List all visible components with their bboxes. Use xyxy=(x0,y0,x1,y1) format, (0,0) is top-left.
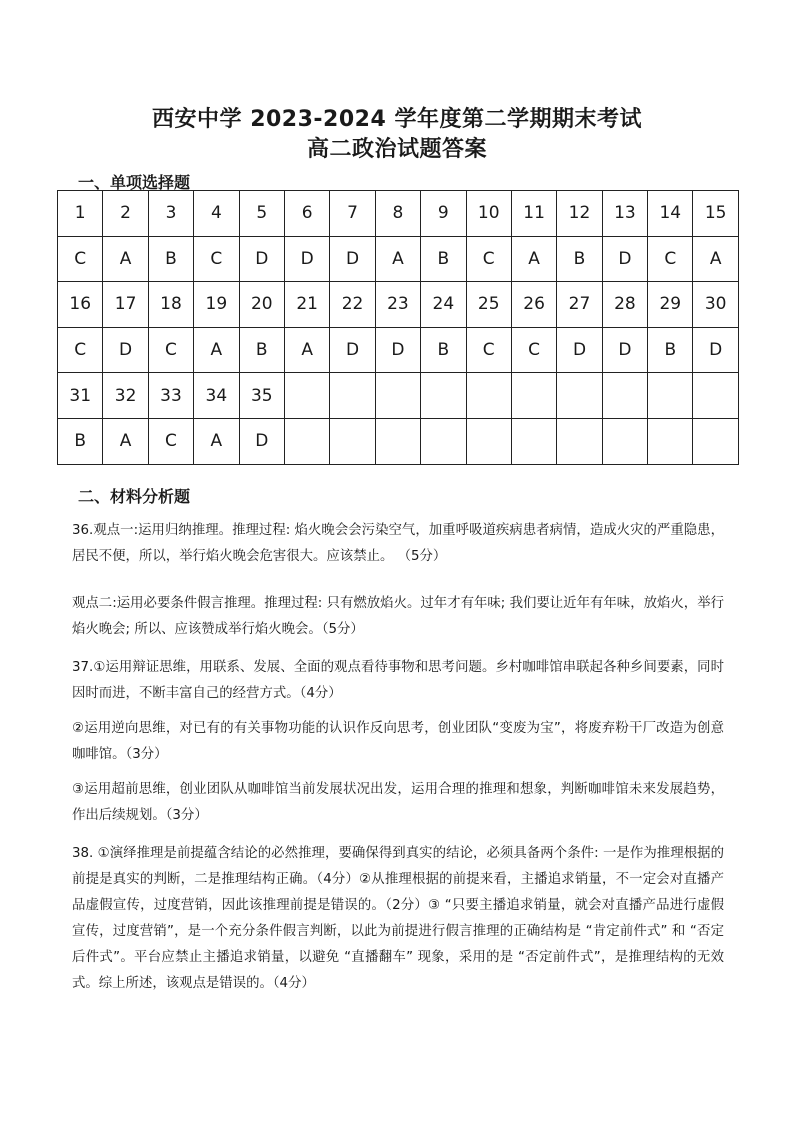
answer-cell: D xyxy=(330,327,375,373)
question-number-cell: 26 xyxy=(511,282,556,328)
answer-row xyxy=(58,327,739,373)
answer-cell: C xyxy=(58,327,103,373)
question-number-cell: 16 xyxy=(58,282,103,328)
question-number-cell: 10 xyxy=(466,191,511,237)
question-number-cell: 15 xyxy=(693,191,738,237)
question-number-cell: 33 xyxy=(148,373,193,419)
question-number-cell: 28 xyxy=(602,282,647,328)
question-number-cell: 32 xyxy=(103,373,148,419)
question-number-cell: 19 xyxy=(194,282,239,328)
section-heading-material-analysis: 二、材料分析题 xyxy=(78,487,191,506)
question-number-cell xyxy=(284,373,329,419)
answer-cell: D xyxy=(284,236,329,282)
question-number-cell: 20 xyxy=(239,282,284,328)
answer-cell: A xyxy=(103,418,148,464)
answer-cell: D xyxy=(375,327,420,373)
answer-cell: C xyxy=(194,236,239,282)
answer-cell xyxy=(511,418,556,464)
answer-cell: D xyxy=(103,327,148,373)
question-number-cell: 14 xyxy=(648,191,693,237)
question-number-cell: 5 xyxy=(239,191,284,237)
question-number-cell: 6 xyxy=(284,191,329,237)
answer-cell: C xyxy=(148,327,193,373)
answer-row xyxy=(58,236,739,282)
question-number-cell: 1 xyxy=(58,191,103,237)
question-number-cell xyxy=(693,373,738,419)
answer-cell: B xyxy=(421,236,466,282)
question-number-cell xyxy=(421,373,466,419)
answer-cell: B xyxy=(421,327,466,373)
question-number-cell xyxy=(375,373,420,419)
answer-cell: A xyxy=(375,236,420,282)
exam-title: 西安中学 2023-2024 学年度第二学期期末考试 xyxy=(152,107,642,132)
answer-cell xyxy=(284,418,329,464)
answer-cell: A xyxy=(511,236,556,282)
question-number-row xyxy=(58,191,739,237)
answer-cell: C xyxy=(58,236,103,282)
answer-cell: D xyxy=(602,327,647,373)
question-number-row xyxy=(58,373,739,419)
question-number-cell: 4 xyxy=(194,191,239,237)
answer-paragraph: 37.①运用辩证思维，用联系、发展、全面的观点看待事物和思考问题。乡村咖啡馆串联起各种乡间要素，同时因时而进，不断丰富自己的经营方式。（4分） xyxy=(72,660,724,701)
answer-cell xyxy=(421,418,466,464)
question-number-cell: 13 xyxy=(602,191,647,237)
question-number-cell: 18 xyxy=(148,282,193,328)
question-number-cell xyxy=(648,373,693,419)
answer-cell: A xyxy=(284,327,329,373)
answer-cell xyxy=(466,418,511,464)
answer-paragraph: ③运用超前思维，创业团队从咖啡馆当前发展状况出发，运用合理的推理和想象，判断咖啡馆未来发展趋势，作出后续规划。（3分） xyxy=(72,782,724,823)
answer-cell: C xyxy=(511,327,556,373)
question-number-cell xyxy=(511,373,556,419)
question-number-cell: 31 xyxy=(58,373,103,419)
answer-cell: B xyxy=(648,327,693,373)
question-number-cell: 29 xyxy=(648,282,693,328)
answer-cell xyxy=(557,418,602,464)
answer-paragraph: 观点二:运用必要条件假言推理。推理过程: 只有燃放焰火。过年才有年味; 我们要让近年有年味，放焰火，举行焰火晚会; 所以、应该赞成举行焰火晚会。（5分） xyxy=(72,596,724,637)
question-number-cell: 17 xyxy=(103,282,148,328)
answer-cell: D xyxy=(239,236,284,282)
exam-subtitle: 高二政治试题答案 xyxy=(306,137,487,162)
answer-cell: B xyxy=(148,236,193,282)
question-number-cell: 21 xyxy=(284,282,329,328)
answer-cell: D xyxy=(239,418,284,464)
question-number-cell: 24 xyxy=(421,282,466,328)
answer-cell: B xyxy=(58,418,103,464)
answer-cell: C xyxy=(648,236,693,282)
answer-paragraph: 38. ①演绎推理是前提蕴含结论的必然推理，要确保得到真实的结论，必须具备两个条件: 一是作为推理根据的前提是真实的判断，二是推理结构正确。（4分）②从推理根据的前提来看，主播追求销量，不一定会对直播产品虚假宣传，过度营销，因此该推理前提是错误的。（2分）③ “只要主播追求销量，就会对直播产品进行虚假宣传，过度营销”，是一个充分条件假言判断，以此为前提进行假言推理的正确结构是 “肯定前件式” 和 “否定后件式”。平台应禁止主播追求销量，以避免 “直播翻车” 现象，采用的是 “否定前件式”，是推理结构的无效式。综上所述，该观点是错误的。（4分） xyxy=(72,846,724,991)
question-number-cell xyxy=(330,373,375,419)
question-number-cell: 2 xyxy=(103,191,148,237)
question-number-cell: 35 xyxy=(239,373,284,419)
question-number-cell: 8 xyxy=(375,191,420,237)
answer-cell: B xyxy=(557,236,602,282)
answer-cell xyxy=(602,418,647,464)
answer-cell: D xyxy=(693,327,738,373)
answer-cell: A xyxy=(103,236,148,282)
question-number-cell: 3 xyxy=(148,191,193,237)
answer-cell xyxy=(330,418,375,464)
answer-cell: C xyxy=(148,418,193,464)
question-number-cell: 7 xyxy=(330,191,375,237)
question-number-cell: 27 xyxy=(557,282,602,328)
question-number-cell xyxy=(466,373,511,419)
question-number-cell: 30 xyxy=(693,282,738,328)
answer-cell: D xyxy=(330,236,375,282)
answer-cell xyxy=(648,418,693,464)
answer-cell: D xyxy=(557,327,602,373)
question-number-cell: 22 xyxy=(330,282,375,328)
question-number-cell xyxy=(602,373,647,419)
answer-cell xyxy=(693,418,738,464)
answer-cell: C xyxy=(466,236,511,282)
section-heading-multiple-choice: 一、单项选择题 xyxy=(78,173,191,192)
answer-table xyxy=(57,190,739,465)
answer-cell: A xyxy=(194,327,239,373)
answer-cell: C xyxy=(466,327,511,373)
question-number-cell: 23 xyxy=(375,282,420,328)
answer-row xyxy=(58,418,739,464)
answer-cell: B xyxy=(239,327,284,373)
question-number-cell xyxy=(557,373,602,419)
answer-paragraph: ②运用逆向思维，对已有的有关事物功能的认识作反向思考，创业团队“变废为宝”，将废弃粉干厂改造为创意咖啡馆。（3分） xyxy=(72,721,724,762)
answer-cell: A xyxy=(693,236,738,282)
question-number-cell: 12 xyxy=(557,191,602,237)
question-number-cell: 34 xyxy=(194,373,239,419)
answer-paragraph: 36.观点一:运用归纳推理。推理过程: 焰火晚会会污染空气，加重呼吸道疾病患者病情，造成火灾的严重隐患，居民不便，所以，举行焰火晚会危害很大。应该禁止。 （5分） xyxy=(72,523,724,564)
question-number-cell: 11 xyxy=(511,191,556,237)
question-number-cell: 25 xyxy=(466,282,511,328)
answer-cell: A xyxy=(194,418,239,464)
question-number-cell: 9 xyxy=(421,191,466,237)
question-number-row xyxy=(58,282,739,328)
answer-cell xyxy=(375,418,420,464)
answer-cell: D xyxy=(602,236,647,282)
